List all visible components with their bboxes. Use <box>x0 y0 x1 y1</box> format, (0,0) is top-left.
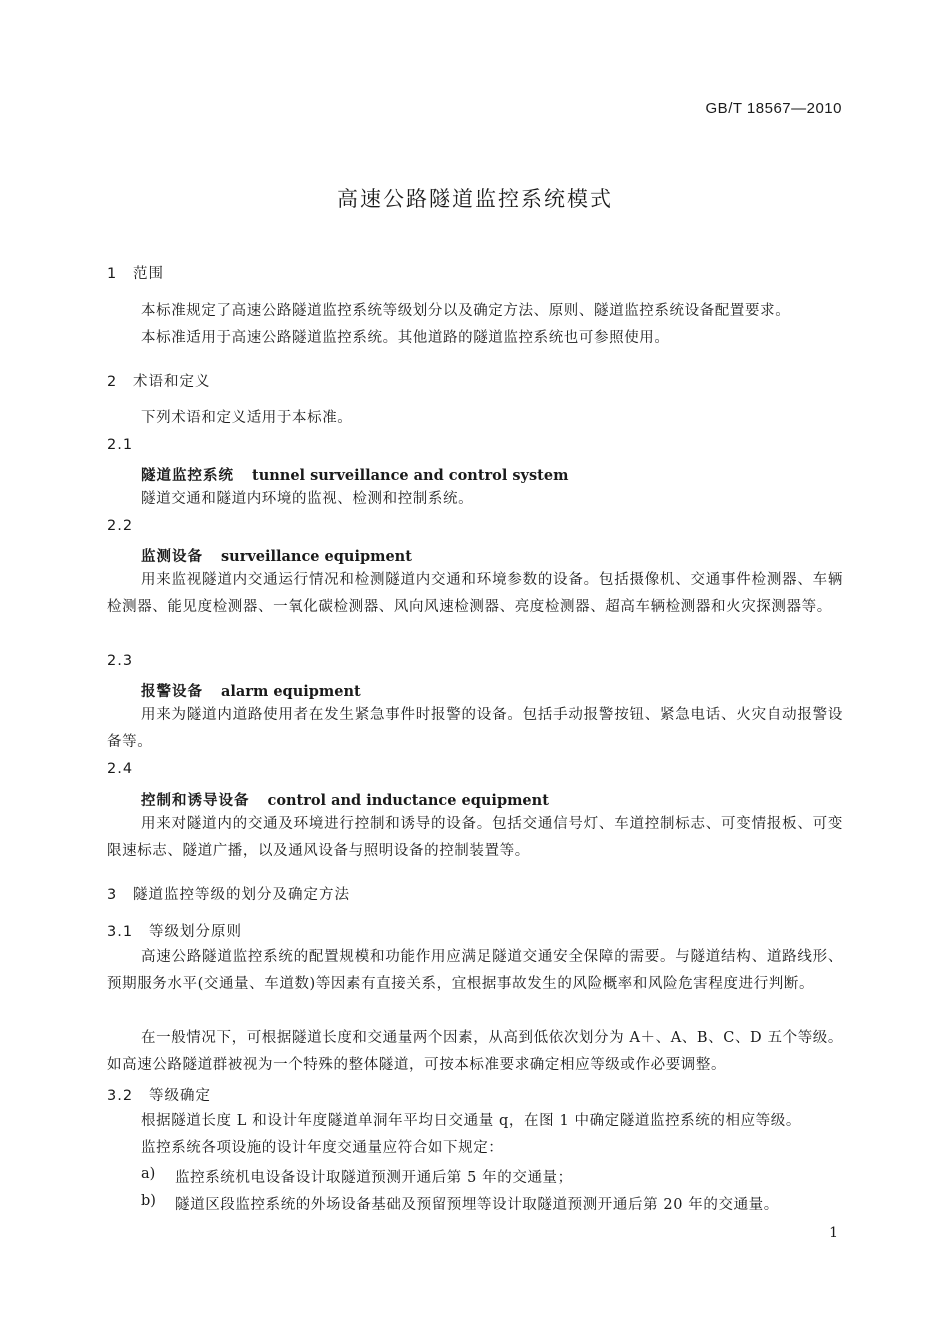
subsection-title: 等级划分原则 <box>149 924 242 940</box>
term-definition: 用来为隧道内道路使用者在发生紧急事件时报警的设备。包括手动报警按钮、紧急电话、火灾自动报警设备等。 <box>107 707 843 750</box>
term-definition: 用来对隧道内的交通及环境进行控制和诱导的设备。包括交通信号灯、车道控制标志、可变情报板、可变限速标志、隧道广播，以及通风设备与照明设备的控制装置等。 <box>107 816 843 859</box>
term-zh: 控制和诱导设备 <box>141 793 250 809</box>
term-en: surveillance equipment <box>221 548 412 565</box>
term-en: tunnel surveillance and control system <box>252 467 569 484</box>
list-item-text: 监控系统机电设备设计取隧道预测开通后第 5 年的交通量； <box>175 1170 573 1186</box>
term-heading <box>141 545 412 566</box>
paragraph: 本标准规定了高速公路隧道监控系统等级划分以及确定方法、原则、隧道监控系统设备配置要求。 <box>141 303 791 319</box>
document-title: 高速公路隧道监控系统模式 <box>337 187 613 211</box>
term-number: 2.2 <box>107 518 134 534</box>
section-1-heading <box>107 262 164 283</box>
section-title: 范围 <box>133 266 164 282</box>
section-title: 隧道监控等级的划分及确定方法 <box>133 887 350 903</box>
list-item-text: 隧道区段监控系统的外场设备基础及预留预埋等设计取隧道预测开通后第 20 年的交通量。 <box>175 1197 779 1213</box>
term-heading <box>141 789 549 810</box>
paragraph: 在一般情况下，可根据隧道长度和交通量两个因素，从高到低依次划分为 A＋、A、B、C、D 五个等级。如高速公路隧道群被视为一个特殊的整体隧道，可按本标准要求确定相应等级或作必要调整。 <box>107 1030 843 1073</box>
term-heading <box>141 464 568 485</box>
term-definition: 隧道交通和隧道内环境的监视、检测和控制系统。 <box>141 491 474 507</box>
paragraph: 下列术语和定义适用于本标准。 <box>141 410 353 426</box>
term-zh: 监测设备 <box>141 549 203 565</box>
section-title: 术语和定义 <box>133 374 211 390</box>
page-number: 1 <box>829 1225 838 1241</box>
term-heading <box>141 680 361 701</box>
paragraph: 高速公路隧道监控系统的配置规模和功能作用应满足隧道交通安全保障的需要。与隧道结构、道路线形、预期服务水平(交通量、车道数)等因素有直接关系，宜根据事故发生的风险概率和风险危害程度进行判断。 <box>107 949 843 992</box>
subsection-title: 等级确定 <box>149 1088 211 1104</box>
list-item-label: b) <box>141 1193 156 1209</box>
term-en: control and inductance equipment <box>267 792 549 809</box>
term-definition: 用来监视隧道内交通运行情况和检测隧道内交通和环境参数的设备。包括摄像机、交通事件检测器、车辆检测器、能见度检测器、一氧化碳检测器、风向风速检测器、亮度检测器、超高车辆检测器和火灾探测器等。 <box>107 572 843 615</box>
term-zh: 隧道监控系统 <box>141 468 234 484</box>
term-number: 2.1 <box>107 437 134 453</box>
paragraph: 监控系统各项设施的设计年度交通量应符合如下规定： <box>141 1140 504 1156</box>
subsection-number: 3.2 <box>107 1088 134 1104</box>
paragraph: 本标准适用于高速公路隧道监控系统。其他道路的隧道监控系统也可参照使用。 <box>141 330 670 346</box>
term-zh: 报警设备 <box>141 684 203 700</box>
subsection-3-2-heading <box>107 1084 211 1105</box>
standard-number: GB/T 18567—2010 <box>705 100 842 117</box>
term-en: alarm equipment <box>221 683 361 700</box>
subsection-3-1-heading <box>107 920 242 941</box>
term-number: 2.4 <box>107 761 134 777</box>
section-number: 3 <box>107 887 118 903</box>
section-number: 1 <box>107 266 118 282</box>
list-item-label: a) <box>141 1166 156 1182</box>
section-number: 2 <box>107 374 118 390</box>
paragraph: 根据隧道长度 L 和设计年度隧道单洞年平均日交通量 q，在图 1 中确定隧道监控系统的相应等级。 <box>141 1113 801 1129</box>
section-3-heading <box>107 883 350 904</box>
term-number: 2.3 <box>107 653 134 669</box>
section-2-heading <box>107 370 211 391</box>
subsection-number: 3.1 <box>107 924 134 940</box>
